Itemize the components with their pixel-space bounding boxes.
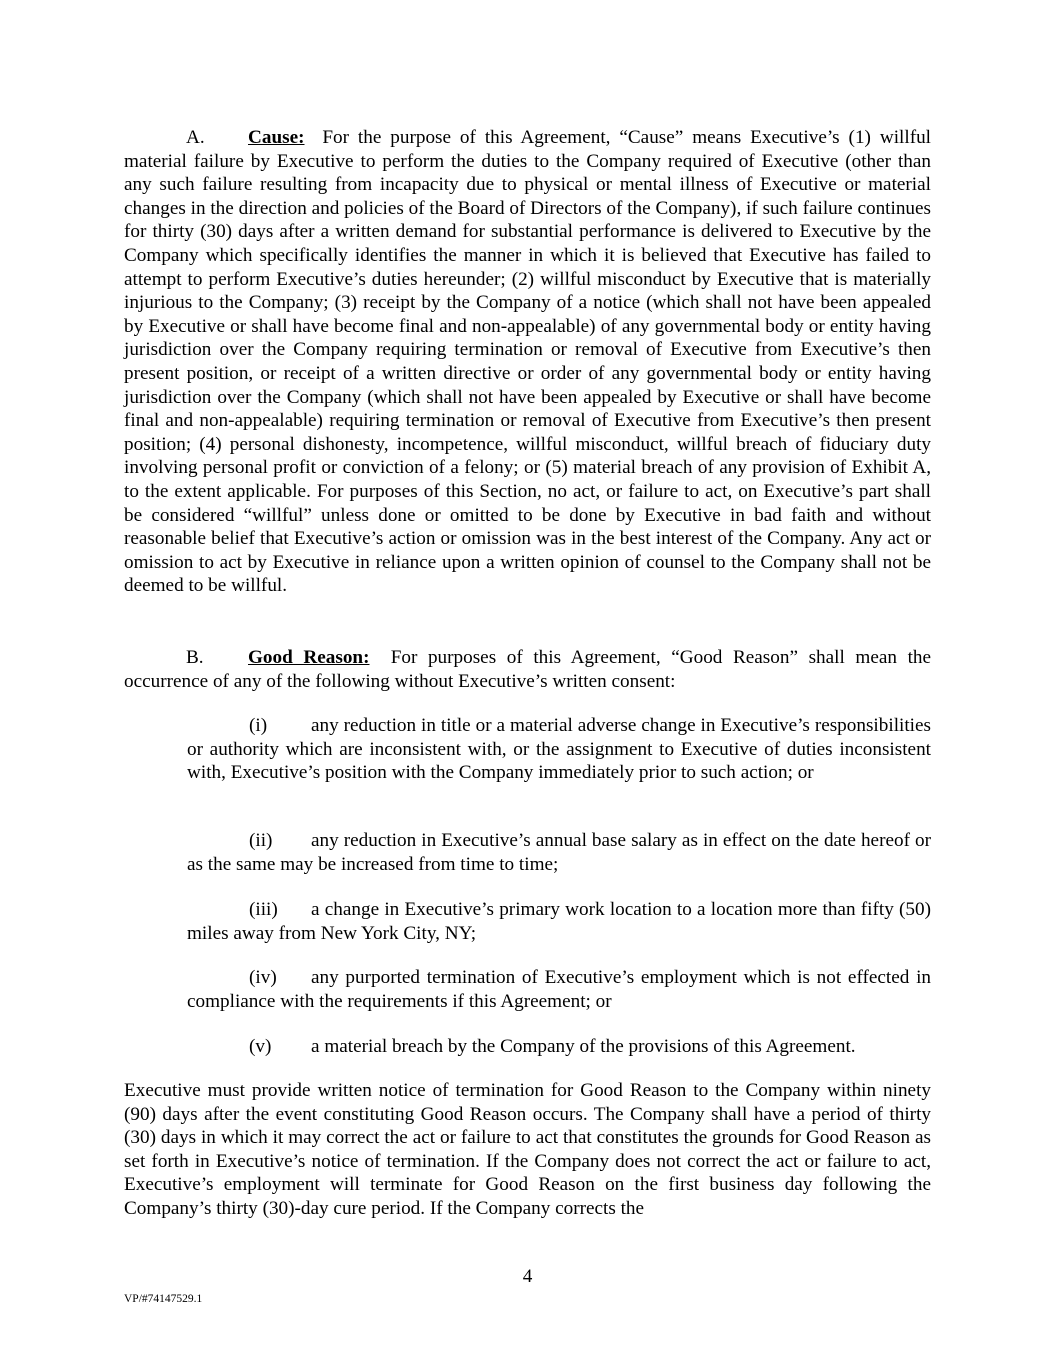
section-a-letter: A. (186, 127, 205, 148)
section-b-closing: Executive must provide written notice of termination for Good Reason to the Company within ninety (90) days after the event constituting Good Reason occurs. The Company shall have a period of thirty (30) days in which it may correct the act or failure to act that constitutes the grounds for Good Reason as set forth in Executive’s notice of termination. If the Company does not correct the act or failure to act, Executive’s employment will terminate for Good Reason on the first business day following the Company’s thirty (30)-day cure period. If the Company corrects the (124, 1080, 931, 1219)
list-item-text: any purported termination of Executive’s employment which is not effected in compliance with the requirements if this Agreement; or (187, 967, 931, 1012)
list-item (187, 1035, 931, 1059)
section-b-letter: B. (186, 647, 204, 668)
section-b-paragraph (124, 646, 931, 693)
list-item-numeral: (iv) (249, 967, 277, 988)
list-item-numeral: (v) (249, 1036, 272, 1057)
list-item (187, 898, 931, 945)
document-id: VP/#74147529.1 (124, 1293, 203, 1305)
page-number: 4 (522, 1266, 533, 1287)
section-a-paragraph (124, 126, 931, 598)
list-item (187, 966, 931, 1013)
list-item-text: any reduction in title or a material adverse change in Executive’s responsibilities or authority which are inconsistent with, or the assignment to Executive of duties inconsistent with, Executive’s position with the Company immediately prior to such action; or (187, 715, 931, 784)
list-item-text: any reduction in Executive’s annual base salary as in effect on the date hereof or as the same may be increased from time to time; (187, 830, 931, 875)
list-item-numeral: (iii) (249, 899, 278, 920)
list-item-numeral: (i) (249, 715, 268, 736)
section-a-text: For the purpose of this Agreement, “Cause” means Executive’s (1) willful material failure by Executive to perform the duties to the Company required of Executive (other than any such failure resulting from incapacity due to physical or mental illness of Executive or material changes in the direction and policies of the Board of Directors of the Company), if such failure continues for thirty (30) days after a written demand for substantial performance is delivered to Executive by the Company which specifically identifies the manner in which it is believed that Executive has failed to attempt to perform Executive’s duties hereunder; (2) willful misconduct by Executive that is materially injurious to the Company; (3) receipt by the Company of a notice (which shall not have been appealed by Executive or shall have become final and non-appealable) of any governmental body or entity having jurisdiction over the Company requiring termination or removal of Executive from Executive’s then present position, or receipt of a written directive or order of any governmental body or entity having jurisdiction over the Company (which shall not have been appealed by Executive or shall have become final and non-appealable) requiring termination or removal of Executive from Executive’s then present position; (4) personal dishonesty, incompetence, willful misconduct, willful breach of fiduciary duty involving personal profit or conviction of a felony; or (5) material breach of any provision of Exhibit A, to the extent applicable. For purposes of this Section, no act, or failure to act, on Executive’s part shall be considered “willful” unless done or omitted to be done by Executive in bad faith and without reasonable belief that Executive’s action or omission was in the best interest of the Company. Any act or omission to act by Executive in reliance upon a written opinion of counsel to the Company shall not be deemed to be willful. (124, 127, 932, 597)
section-b-text: For purposes of this Agreement, “Good Reason” shall mean the occurrence of any of the following without Executive’s written consent: (124, 647, 932, 692)
section-a-heading: Cause: (248, 127, 305, 148)
list-item-text: a material breach by the Company of the provisions of this Agreement. (311, 1036, 856, 1057)
list-item (187, 714, 931, 785)
section-b-heading: Good Reason: (248, 647, 370, 668)
list-item-numeral: (ii) (249, 830, 273, 851)
list-item (187, 829, 931, 876)
list-item-text: a change in Executive’s primary work location to a location more than fifty (50) miles away from New York City, NY; (187, 899, 931, 944)
